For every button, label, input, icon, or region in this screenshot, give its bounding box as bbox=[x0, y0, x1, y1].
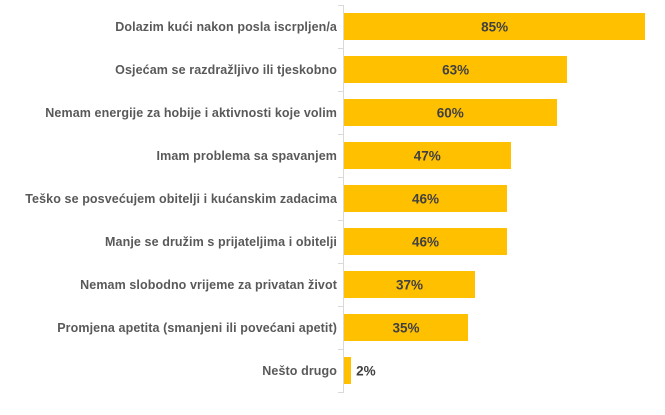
axis-tick bbox=[338, 349, 343, 350]
category-label: Osjećam se razdražljivo ili tjeskobno bbox=[115, 62, 337, 77]
category-label: Nemam slobodno vrijeme za privatan život bbox=[80, 277, 337, 292]
chart-row bbox=[0, 220, 665, 263]
category-label-cell bbox=[0, 19, 344, 35]
axis-tick bbox=[338, 392, 343, 393]
category-label: Imam problema sa spavanjem bbox=[156, 148, 337, 163]
value-label: 47% bbox=[413, 148, 441, 163]
value-label: 46% bbox=[411, 234, 439, 249]
bar-cell bbox=[344, 306, 665, 349]
value-label: 63% bbox=[442, 62, 470, 77]
category-label-cell bbox=[0, 320, 344, 336]
category-label-cell bbox=[0, 363, 344, 379]
value-label: 46% bbox=[411, 191, 439, 206]
value-label: 35% bbox=[392, 320, 420, 335]
value-label: 37% bbox=[396, 277, 424, 292]
bar-cell bbox=[344, 220, 665, 263]
chart-row bbox=[0, 5, 665, 48]
bar-cell bbox=[344, 349, 665, 392]
category-axis-line bbox=[343, 5, 344, 393]
plot-area bbox=[0, 5, 665, 392]
bar-cell bbox=[344, 91, 665, 134]
category-label-cell bbox=[0, 62, 344, 78]
bar-cell bbox=[344, 263, 665, 306]
category-label: Teško se posvećujem obitelji i kućanskim zadacima bbox=[25, 191, 337, 206]
category-label-cell bbox=[0, 234, 344, 250]
chart-row bbox=[0, 306, 665, 349]
axis-tick bbox=[338, 177, 343, 178]
axis-tick bbox=[338, 306, 343, 307]
chart-row bbox=[0, 134, 665, 177]
value-label: 85% bbox=[481, 19, 509, 34]
axis-tick bbox=[338, 263, 343, 264]
axis-tick bbox=[338, 134, 343, 135]
bar-cell bbox=[344, 177, 665, 220]
category-label: Nemam energije za hobije i aktivnosti koje volim bbox=[45, 105, 337, 120]
value-label: 60% bbox=[436, 105, 464, 120]
chart-row bbox=[0, 48, 665, 91]
axis-tick bbox=[338, 220, 343, 221]
chart-row bbox=[0, 349, 665, 392]
bar bbox=[344, 357, 351, 384]
category-label: Nešto drugo bbox=[262, 363, 337, 378]
axis-tick bbox=[338, 91, 343, 92]
category-label-cell bbox=[0, 277, 344, 293]
category-label-cell bbox=[0, 148, 344, 164]
chart-row bbox=[0, 263, 665, 306]
bar-cell bbox=[344, 48, 665, 91]
bar-cell bbox=[344, 134, 665, 177]
value-label: 2% bbox=[356, 363, 376, 378]
category-label: Manje se družim s prijateljima i obitelji bbox=[105, 234, 337, 249]
chart-row bbox=[0, 91, 665, 134]
category-label: Dolazim kući nakon posla iscrpljen/a bbox=[115, 19, 337, 34]
chart-row bbox=[0, 177, 665, 220]
axis-tick bbox=[338, 48, 343, 49]
category-label-cell bbox=[0, 105, 344, 121]
bar-cell bbox=[344, 5, 665, 48]
category-label-cell bbox=[0, 191, 344, 207]
axis-tick bbox=[338, 5, 343, 6]
category-label: Promjena apetita (smanjeni ili povećani apetit) bbox=[57, 320, 337, 335]
